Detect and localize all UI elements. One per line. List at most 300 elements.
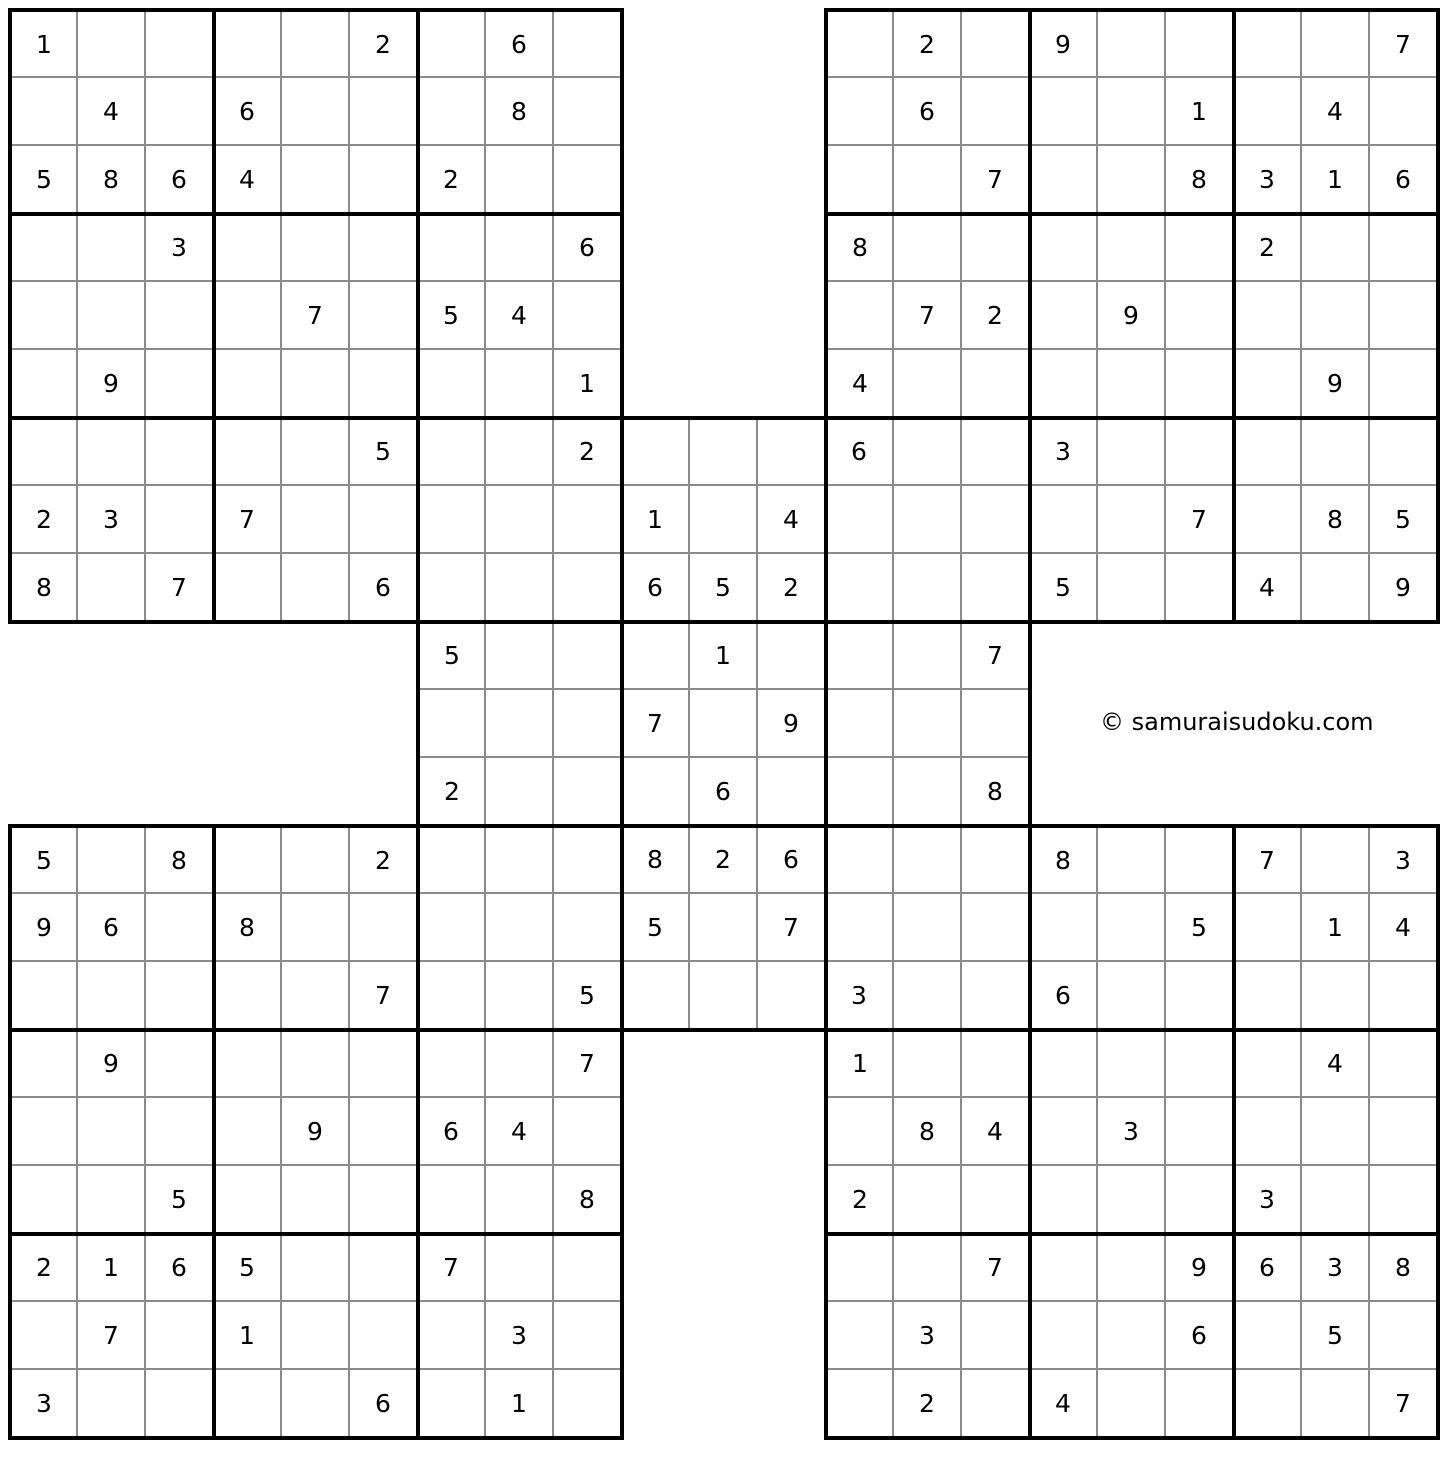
sudoku-cell[interactable]: 7 [146, 554, 214, 622]
sudoku-cell[interactable]: 2 [554, 418, 622, 486]
sudoku-cell[interactable] [282, 826, 350, 894]
sudoku-cell[interactable]: 3 [1098, 1098, 1166, 1166]
sudoku-cell[interactable]: 2 [690, 826, 758, 894]
sudoku-cell[interactable] [826, 1370, 894, 1438]
sudoku-cell[interactable]: 3 [10, 1370, 78, 1438]
sudoku-cell[interactable]: 3 [1370, 826, 1438, 894]
sudoku-cell[interactable] [554, 894, 622, 962]
sudoku-cell[interactable] [758, 418, 826, 486]
sudoku-cell[interactable]: 6 [826, 418, 894, 486]
sudoku-cell[interactable]: 4 [1302, 1030, 1370, 1098]
sudoku-cell[interactable] [10, 962, 78, 1030]
sudoku-cell[interactable] [1098, 1166, 1166, 1234]
sudoku-cell[interactable]: 4 [826, 350, 894, 418]
sudoku-cell[interactable] [962, 418, 1030, 486]
sudoku-cell[interactable] [1370, 350, 1438, 418]
sudoku-cell[interactable]: 9 [758, 690, 826, 758]
sudoku-cell[interactable]: 1 [826, 1030, 894, 1098]
sudoku-cell[interactable]: 2 [758, 554, 826, 622]
sudoku-cell[interactable] [486, 1030, 554, 1098]
sudoku-cell[interactable]: 2 [10, 486, 78, 554]
sudoku-cell[interactable] [486, 826, 554, 894]
sudoku-cell[interactable] [894, 758, 962, 826]
sudoku-cell[interactable] [622, 758, 690, 826]
sudoku-cell[interactable] [1370, 962, 1438, 1030]
sudoku-cell[interactable] [486, 1166, 554, 1234]
sudoku-cell[interactable]: 6 [146, 1234, 214, 1302]
sudoku-cell[interactable] [486, 1234, 554, 1302]
sudoku-cell[interactable] [962, 10, 1030, 78]
sudoku-cell[interactable] [962, 690, 1030, 758]
sudoku-cell[interactable] [1302, 962, 1370, 1030]
sudoku-cell[interactable] [962, 1302, 1030, 1370]
sudoku-cell[interactable] [486, 554, 554, 622]
sudoku-cell[interactable]: 6 [350, 1370, 418, 1438]
sudoku-cell[interactable] [78, 1166, 146, 1234]
sudoku-cell[interactable]: 6 [1166, 1302, 1234, 1370]
sudoku-cell[interactable] [350, 1234, 418, 1302]
sudoku-cell[interactable]: 3 [146, 214, 214, 282]
sudoku-cell[interactable] [418, 962, 486, 1030]
sudoku-cell[interactable] [826, 78, 894, 146]
sudoku-cell[interactable]: 9 [10, 894, 78, 962]
sudoku-cell[interactable] [78, 214, 146, 282]
sudoku-cell[interactable] [622, 962, 690, 1030]
sudoku-cell[interactable]: 8 [1302, 486, 1370, 554]
sudoku-cell[interactable] [418, 690, 486, 758]
sudoku-cell[interactable]: 4 [1370, 894, 1438, 962]
sudoku-cell[interactable] [214, 1030, 282, 1098]
sudoku-cell[interactable]: 1 [10, 10, 78, 78]
sudoku-cell[interactable]: 5 [214, 1234, 282, 1302]
sudoku-cell[interactable] [1302, 10, 1370, 78]
sudoku-cell[interactable] [894, 418, 962, 486]
sudoku-cell[interactable] [826, 1234, 894, 1302]
sudoku-cell[interactable] [1370, 418, 1438, 486]
sudoku-cell[interactable] [214, 282, 282, 350]
sudoku-cell[interactable] [1098, 1030, 1166, 1098]
sudoku-cell[interactable] [350, 350, 418, 418]
sudoku-cell[interactable] [146, 1030, 214, 1098]
sudoku-cell[interactable] [894, 554, 962, 622]
sudoku-cell[interactable]: 7 [554, 1030, 622, 1098]
sudoku-cell[interactable]: 5 [418, 622, 486, 690]
sudoku-cell[interactable] [10, 1030, 78, 1098]
sudoku-cell[interactable] [282, 486, 350, 554]
sudoku-cell[interactable] [894, 826, 962, 894]
sudoku-cell[interactable] [962, 894, 1030, 962]
sudoku-cell[interactable] [486, 894, 554, 962]
sudoku-cell[interactable] [554, 78, 622, 146]
sudoku-cell[interactable] [146, 78, 214, 146]
sudoku-cell[interactable] [214, 962, 282, 1030]
sudoku-cell[interactable]: 3 [78, 486, 146, 554]
sudoku-cell[interactable] [282, 894, 350, 962]
sudoku-cell[interactable] [1370, 1166, 1438, 1234]
sudoku-cell[interactable]: 4 [214, 146, 282, 214]
sudoku-cell[interactable] [350, 214, 418, 282]
sudoku-cell[interactable] [282, 146, 350, 214]
sudoku-cell[interactable] [282, 10, 350, 78]
sudoku-cell[interactable] [1098, 350, 1166, 418]
sudoku-cell[interactable]: 4 [1234, 554, 1302, 622]
sudoku-cell[interactable] [350, 1302, 418, 1370]
sudoku-cell[interactable]: 8 [554, 1166, 622, 1234]
sudoku-cell[interactable]: 2 [962, 282, 1030, 350]
sudoku-cell[interactable]: 2 [350, 10, 418, 78]
sudoku-cell[interactable] [146, 1370, 214, 1438]
sudoku-cell[interactable] [962, 554, 1030, 622]
sudoku-cell[interactable] [1370, 1098, 1438, 1166]
sudoku-cell[interactable] [78, 554, 146, 622]
sudoku-cell[interactable] [894, 1030, 962, 1098]
sudoku-cell[interactable] [1370, 1030, 1438, 1098]
sudoku-cell[interactable] [350, 1030, 418, 1098]
sudoku-cell[interactable] [1166, 1030, 1234, 1098]
sudoku-cell[interactable]: 6 [486, 10, 554, 78]
sudoku-cell[interactable]: 5 [554, 962, 622, 1030]
sudoku-cell[interactable] [350, 486, 418, 554]
sudoku-cell[interactable] [554, 622, 622, 690]
sudoku-cell[interactable] [486, 214, 554, 282]
sudoku-cell[interactable] [214, 214, 282, 282]
sudoku-cell[interactable] [826, 1098, 894, 1166]
sudoku-cell[interactable] [826, 622, 894, 690]
sudoku-cell[interactable]: 1 [690, 622, 758, 690]
sudoku-cell[interactable] [418, 10, 486, 78]
sudoku-cell[interactable] [350, 78, 418, 146]
sudoku-cell[interactable]: 5 [10, 826, 78, 894]
sudoku-cell[interactable] [1166, 826, 1234, 894]
sudoku-cell[interactable]: 9 [1370, 554, 1438, 622]
sudoku-cell[interactable] [1370, 78, 1438, 146]
sudoku-cell[interactable]: 7 [962, 1234, 1030, 1302]
sudoku-cell[interactable]: 4 [1302, 78, 1370, 146]
sudoku-cell[interactable]: 2 [894, 1370, 962, 1438]
sudoku-cell[interactable]: 1 [214, 1302, 282, 1370]
sudoku-cell[interactable] [826, 486, 894, 554]
sudoku-cell[interactable] [282, 554, 350, 622]
sudoku-cell[interactable] [1098, 962, 1166, 1030]
sudoku-cell[interactable] [554, 1234, 622, 1302]
sudoku-cell[interactable] [1030, 1234, 1098, 1302]
sudoku-cell[interactable]: 5 [350, 418, 418, 486]
sudoku-cell[interactable]: 1 [554, 350, 622, 418]
sudoku-cell[interactable] [690, 418, 758, 486]
sudoku-cell[interactable] [1098, 826, 1166, 894]
sudoku-cell[interactable]: 5 [1030, 554, 1098, 622]
sudoku-cell[interactable] [1166, 1370, 1234, 1438]
sudoku-cell[interactable] [1098, 10, 1166, 78]
sudoku-cell[interactable] [554, 1370, 622, 1438]
sudoku-cell[interactable] [826, 10, 894, 78]
sudoku-cell[interactable]: 3 [486, 1302, 554, 1370]
sudoku-cell[interactable] [826, 690, 894, 758]
sudoku-cell[interactable]: 9 [78, 1030, 146, 1098]
sudoku-cell[interactable] [826, 1302, 894, 1370]
sudoku-cell[interactable] [1030, 1166, 1098, 1234]
sudoku-cell[interactable] [10, 282, 78, 350]
sudoku-cell[interactable]: 8 [78, 146, 146, 214]
sudoku-cell[interactable]: 6 [622, 554, 690, 622]
sudoku-cell[interactable]: 7 [1370, 1370, 1438, 1438]
sudoku-cell[interactable] [554, 758, 622, 826]
sudoku-cell[interactable] [146, 418, 214, 486]
sudoku-cell[interactable] [1030, 1302, 1098, 1370]
sudoku-cell[interactable]: 7 [1166, 486, 1234, 554]
sudoku-cell[interactable] [1234, 1098, 1302, 1166]
sudoku-cell[interactable] [10, 1166, 78, 1234]
sudoku-cell[interactable] [1302, 554, 1370, 622]
sudoku-cell[interactable]: 6 [758, 826, 826, 894]
sudoku-cell[interactable]: 2 [1234, 214, 1302, 282]
sudoku-cell[interactable]: 4 [758, 486, 826, 554]
sudoku-cell[interactable] [1166, 418, 1234, 486]
sudoku-cell[interactable] [486, 690, 554, 758]
sudoku-cell[interactable] [78, 1370, 146, 1438]
sudoku-cell[interactable]: 3 [826, 962, 894, 1030]
sudoku-cell[interactable] [282, 1166, 350, 1234]
sudoku-cell[interactable] [1166, 214, 1234, 282]
sudoku-cell[interactable] [214, 826, 282, 894]
sudoku-cell[interactable] [1030, 146, 1098, 214]
sudoku-cell[interactable]: 1 [486, 1370, 554, 1438]
sudoku-cell[interactable]: 8 [146, 826, 214, 894]
sudoku-cell[interactable]: 5 [622, 894, 690, 962]
sudoku-cell[interactable] [962, 962, 1030, 1030]
sudoku-cell[interactable] [690, 962, 758, 1030]
sudoku-cell[interactable] [78, 10, 146, 78]
sudoku-cell[interactable]: 3 [894, 1302, 962, 1370]
sudoku-cell[interactable]: 4 [1030, 1370, 1098, 1438]
sudoku-cell[interactable] [894, 1234, 962, 1302]
sudoku-cell[interactable] [1098, 1370, 1166, 1438]
sudoku-cell[interactable] [554, 146, 622, 214]
sudoku-cell[interactable] [418, 1030, 486, 1098]
sudoku-cell[interactable] [1030, 486, 1098, 554]
sudoku-cell[interactable] [418, 350, 486, 418]
sudoku-cell[interactable] [894, 214, 962, 282]
sudoku-cell[interactable] [350, 146, 418, 214]
sudoku-cell[interactable]: 9 [1166, 1234, 1234, 1302]
sudoku-cell[interactable] [962, 78, 1030, 146]
sudoku-cell[interactable] [1166, 1098, 1234, 1166]
sudoku-cell[interactable] [146, 1098, 214, 1166]
sudoku-cell[interactable]: 9 [78, 350, 146, 418]
sudoku-cell[interactable] [418, 1370, 486, 1438]
sudoku-cell[interactable] [1234, 78, 1302, 146]
sudoku-cell[interactable]: 2 [418, 146, 486, 214]
sudoku-cell[interactable]: 9 [1098, 282, 1166, 350]
sudoku-cell[interactable] [962, 350, 1030, 418]
sudoku-cell[interactable] [418, 1166, 486, 1234]
sudoku-cell[interactable] [282, 1302, 350, 1370]
sudoku-cell[interactable] [350, 282, 418, 350]
sudoku-cell[interactable] [1370, 282, 1438, 350]
sudoku-cell[interactable] [690, 894, 758, 962]
sudoku-cell[interactable] [214, 1370, 282, 1438]
sudoku-cell[interactable] [1302, 418, 1370, 486]
sudoku-cell[interactable]: 6 [554, 214, 622, 282]
sudoku-cell[interactable] [10, 1302, 78, 1370]
sudoku-cell[interactable] [1098, 418, 1166, 486]
sudoku-cell[interactable] [214, 1098, 282, 1166]
sudoku-cell[interactable] [78, 962, 146, 1030]
sudoku-cell[interactable]: 3 [1302, 1234, 1370, 1302]
sudoku-cell[interactable] [1302, 1370, 1370, 1438]
sudoku-cell[interactable] [486, 758, 554, 826]
sudoku-cell[interactable] [1302, 1166, 1370, 1234]
sudoku-cell[interactable]: 5 [418, 282, 486, 350]
sudoku-cell[interactable]: 8 [962, 758, 1030, 826]
sudoku-cell[interactable] [78, 1098, 146, 1166]
sudoku-cell[interactable]: 7 [418, 1234, 486, 1302]
sudoku-cell[interactable] [1098, 1234, 1166, 1302]
sudoku-cell[interactable]: 1 [1302, 894, 1370, 962]
sudoku-cell[interactable]: 2 [10, 1234, 78, 1302]
sudoku-cell[interactable] [10, 1098, 78, 1166]
sudoku-cell[interactable]: 7 [350, 962, 418, 1030]
sudoku-cell[interactable]: 1 [622, 486, 690, 554]
sudoku-cell[interactable] [826, 826, 894, 894]
sudoku-cell[interactable] [282, 1030, 350, 1098]
sudoku-cell[interactable] [1370, 1302, 1438, 1370]
sudoku-cell[interactable]: 7 [214, 486, 282, 554]
sudoku-cell[interactable] [1030, 894, 1098, 962]
sudoku-cell[interactable] [146, 486, 214, 554]
sudoku-cell[interactable] [1030, 1098, 1098, 1166]
sudoku-cell[interactable] [1098, 894, 1166, 962]
sudoku-cell[interactable] [758, 962, 826, 1030]
sudoku-cell[interactable] [1166, 962, 1234, 1030]
sudoku-cell[interactable] [554, 554, 622, 622]
sudoku-cell[interactable] [10, 418, 78, 486]
sudoku-cell[interactable] [78, 282, 146, 350]
sudoku-cell[interactable] [1234, 10, 1302, 78]
sudoku-cell[interactable] [554, 1098, 622, 1166]
sudoku-cell[interactable] [214, 10, 282, 78]
sudoku-cell[interactable]: 1 [78, 1234, 146, 1302]
sudoku-cell[interactable] [486, 418, 554, 486]
sudoku-cell[interactable] [1098, 146, 1166, 214]
sudoku-cell[interactable] [1234, 894, 1302, 962]
sudoku-cell[interactable]: 6 [350, 554, 418, 622]
sudoku-cell[interactable] [1098, 486, 1166, 554]
sudoku-cell[interactable] [1234, 282, 1302, 350]
sudoku-cell[interactable]: 4 [962, 1098, 1030, 1166]
sudoku-cell[interactable] [486, 486, 554, 554]
sudoku-cell[interactable] [418, 554, 486, 622]
sudoku-cell[interactable]: 5 [1302, 1302, 1370, 1370]
sudoku-cell[interactable]: 7 [962, 622, 1030, 690]
sudoku-cell[interactable] [826, 758, 894, 826]
sudoku-cell[interactable]: 9 [1302, 350, 1370, 418]
sudoku-cell[interactable]: 9 [282, 1098, 350, 1166]
sudoku-cell[interactable] [214, 554, 282, 622]
sudoku-cell[interactable] [1302, 214, 1370, 282]
sudoku-cell[interactable] [418, 826, 486, 894]
sudoku-cell[interactable]: 4 [486, 282, 554, 350]
sudoku-cell[interactable]: 8 [214, 894, 282, 962]
sudoku-cell[interactable] [10, 78, 78, 146]
sudoku-cell[interactable] [1166, 10, 1234, 78]
sudoku-cell[interactable]: 8 [894, 1098, 962, 1166]
sudoku-cell[interactable] [10, 350, 78, 418]
sudoku-cell[interactable] [826, 282, 894, 350]
sudoku-cell[interactable] [282, 78, 350, 146]
sudoku-cell[interactable] [962, 1370, 1030, 1438]
sudoku-cell[interactable] [1098, 1302, 1166, 1370]
sudoku-cell[interactable] [1030, 350, 1098, 418]
sudoku-cell[interactable] [554, 486, 622, 554]
sudoku-cell[interactable] [282, 962, 350, 1030]
sudoku-cell[interactable] [350, 1166, 418, 1234]
sudoku-cell[interactable] [554, 282, 622, 350]
sudoku-cell[interactable] [146, 10, 214, 78]
sudoku-cell[interactable]: 1 [1166, 78, 1234, 146]
sudoku-cell[interactable] [418, 418, 486, 486]
sudoku-cell[interactable] [962, 826, 1030, 894]
sudoku-cell[interactable] [894, 894, 962, 962]
sudoku-cell[interactable] [962, 1166, 1030, 1234]
sudoku-cell[interactable] [486, 622, 554, 690]
sudoku-cell[interactable]: 8 [826, 214, 894, 282]
sudoku-cell[interactable] [1098, 214, 1166, 282]
sudoku-cell[interactable] [282, 214, 350, 282]
sudoku-cell[interactable]: 6 [146, 146, 214, 214]
sudoku-cell[interactable] [146, 350, 214, 418]
sudoku-cell[interactable] [894, 622, 962, 690]
sudoku-cell[interactable] [1234, 962, 1302, 1030]
sudoku-cell[interactable]: 3 [1234, 1166, 1302, 1234]
sudoku-cell[interactable]: 2 [894, 10, 962, 78]
sudoku-cell[interactable]: 5 [10, 146, 78, 214]
sudoku-cell[interactable] [758, 622, 826, 690]
sudoku-cell[interactable]: 6 [78, 894, 146, 962]
sudoku-cell[interactable] [622, 418, 690, 486]
sudoku-cell[interactable]: 4 [78, 78, 146, 146]
sudoku-cell[interactable] [894, 1166, 962, 1234]
sudoku-cell[interactable]: 4 [486, 1098, 554, 1166]
sudoku-cell[interactable] [146, 282, 214, 350]
sudoku-cell[interactable] [1098, 78, 1166, 146]
sudoku-cell[interactable] [894, 690, 962, 758]
sudoku-cell[interactable] [1166, 350, 1234, 418]
sudoku-cell[interactable] [690, 486, 758, 554]
sudoku-cell[interactable]: 8 [486, 78, 554, 146]
sudoku-cell[interactable] [418, 1302, 486, 1370]
sudoku-cell[interactable] [1030, 78, 1098, 146]
sudoku-cell[interactable] [1234, 418, 1302, 486]
sudoku-cell[interactable]: 6 [1030, 962, 1098, 1030]
sudoku-cell[interactable] [282, 418, 350, 486]
sudoku-cell[interactable]: 5 [1370, 486, 1438, 554]
sudoku-cell[interactable] [554, 826, 622, 894]
sudoku-cell[interactable] [418, 78, 486, 146]
sudoku-cell[interactable] [486, 146, 554, 214]
sudoku-cell[interactable] [1234, 350, 1302, 418]
sudoku-cell[interactable]: 7 [78, 1302, 146, 1370]
sudoku-cell[interactable]: 8 [1030, 826, 1098, 894]
sudoku-cell[interactable] [554, 690, 622, 758]
sudoku-cell[interactable] [1302, 826, 1370, 894]
sudoku-cell[interactable] [1098, 554, 1166, 622]
sudoku-cell[interactable] [1302, 282, 1370, 350]
sudoku-cell[interactable] [282, 350, 350, 418]
sudoku-cell[interactable] [486, 962, 554, 1030]
sudoku-cell[interactable] [1234, 486, 1302, 554]
sudoku-cell[interactable] [826, 554, 894, 622]
